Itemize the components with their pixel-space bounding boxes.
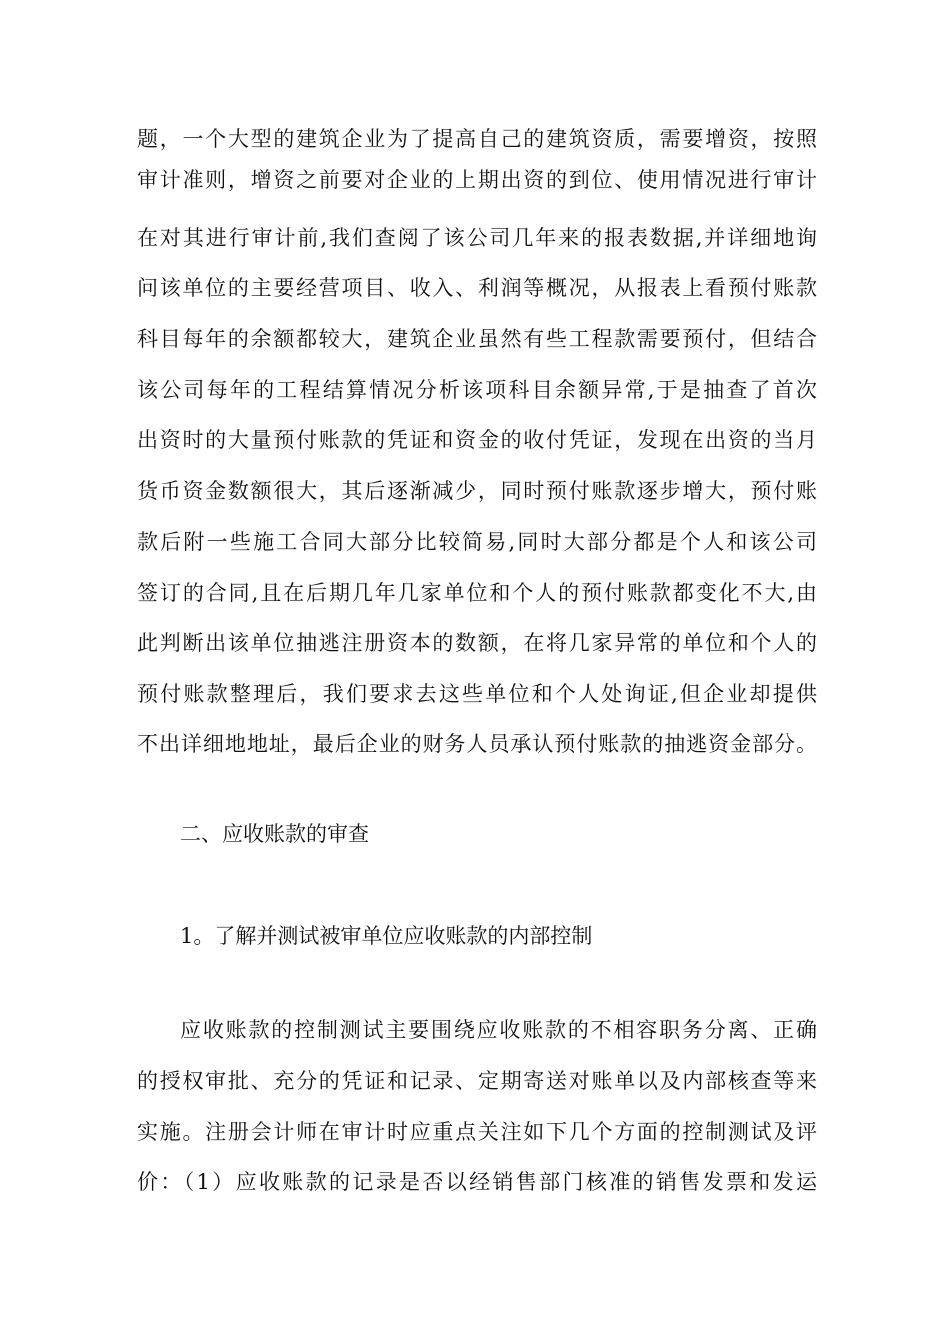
paragraph-line: 款后附一些施工合同大部分比较简易,同时大部分都是个人和该公司 [137,530,817,554]
paragraph-line: 在对其进行审计前,我们查阅了该公司几年来的报表数据,并详细地询 [137,226,817,250]
subsection-heading: 1。了解并测试被审单位应收账款的内部控制 [180,924,593,948]
paragraph-line: 应收账款的控制测试主要围绕应收账款的不相容职务分离、正确 [180,1018,817,1042]
paragraph-line: 货币资金数额很大，其后逐渐减少，同时预付账款逐步增大，预付账 [137,479,817,503]
paragraph-line: 价：（1）应收账款的记录是否以经销售部门核准的销售发票和发运 [137,1170,817,1194]
paragraph-line: 实施。注册会计师在审计时应重点关注如下几个方面的控制测试及评 [137,1120,817,1144]
paragraph-line: 题，一个大型的建筑企业为了提高自己的建筑资质，需要增资，按照 [137,127,817,151]
paragraph-line: 该公司每年的工程结算情况分析该项科目余额异常,于是抽查了首次 [137,378,817,402]
paragraph-line: 的授权审批、充分的凭证和记录、定期寄送对账单以及内部核查等来 [137,1069,817,1093]
paragraph-line: 问该单位的主要经营项目、收入、利润等概况，从报表上看预付账款 [137,276,817,300]
paragraph-line: 签订的合同,且在后期几年几家单位和个人的预付账款都变化不大,由 [137,581,817,605]
paragraph-line: 审计准则，增资之前要对企业的上期出资的到位、使用情况进行审计 [137,168,817,192]
paragraph-line: 出资时的大量预付账款的凭证和资金的收付凭证，发现在出资的当月 [137,428,817,452]
paragraph-line: 此判断出该单位抽逃注册资本的数额，在将几家异常的单位和个人的 [137,631,817,655]
paragraph-line: 预付账款整理后，我们要求去这些单位和个人处询证,但企业却提供 [137,682,817,706]
section-heading: 二、应收账款的审查 [180,822,369,846]
paragraph-line: 科目每年的余额都较大，建筑企业虽然有些工程款需要预付，但结合 [137,327,817,351]
paragraph-line: 不出详细地地址，最后企业的财务人员承认预付账款的抽逃资金部分。 [137,732,817,756]
